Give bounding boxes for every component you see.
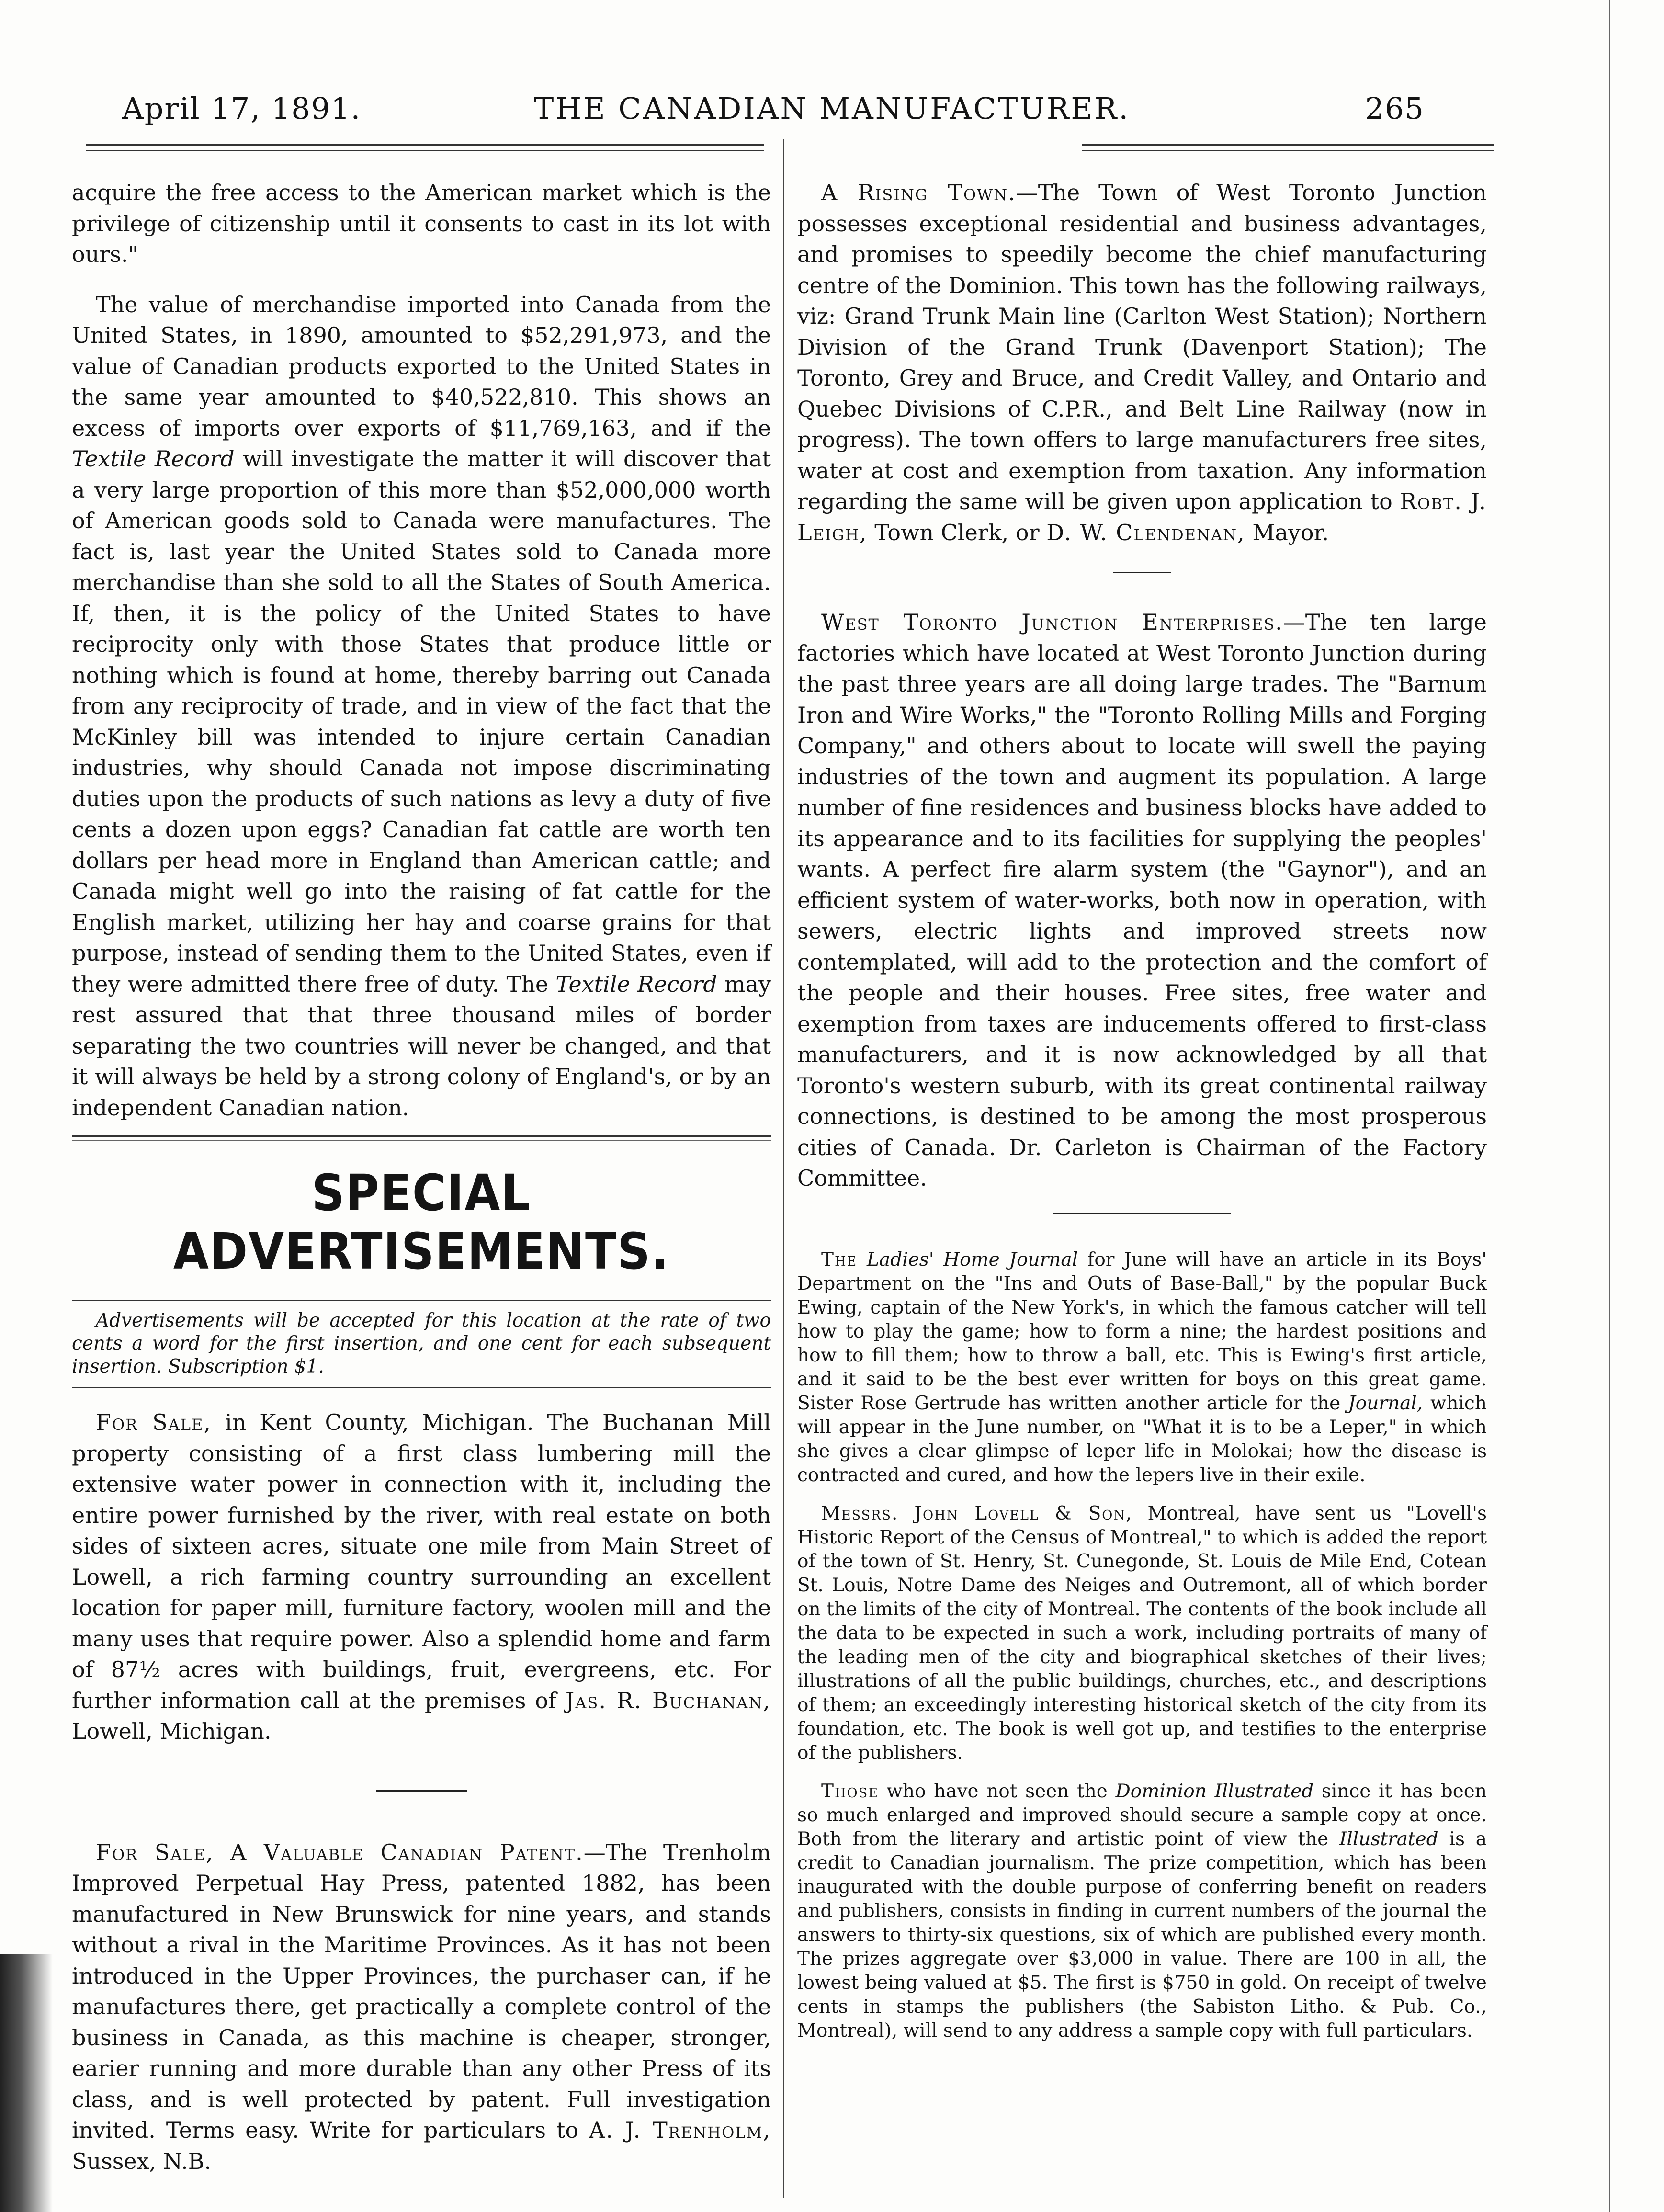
publication-ref: Textile Record: [72, 446, 235, 472]
header-rule-left-thin: [86, 150, 764, 151]
binding-shadow: [0, 1954, 53, 2212]
left-column: [72, 177, 771, 2177]
page-edge: [1609, 0, 1610, 2212]
issue-date: April 17, 1891.: [122, 91, 362, 126]
notice-rule: [72, 1387, 771, 1388]
ladies-journal-note: The Ladies' Home Journal for June will have an article in its Boys' Department on the "Ins and Outs of Base-Ball," by the popular Buck Ewing, captain of the New York's, in which the famous catcher will tell how to play the game; how to form a nine; the hardest positions and how to fill them; how to throw a ball, etc. This is Ewing's first article, and it said to be the best ever written for boys on this great game. Sister Rose Gertrude has written another article for the Journal, which will appear in the June number, on "What it is to be a Leper," in which she gives a clear glimpse of leper life in Molokai; how the disease is contracted and cured, and how the lepers live in their exile.: [797, 1248, 1487, 1486]
lovell-census-note: Messrs. John Lovell & Son, Montreal, have sent us "Lovell's Historic Report of the Census of Montreal," to which is added the report of the town of St. Henry, St. Cunegonde, St. Louis de Mile End, Cotean St. Louis, Notre Dame des Neiges and Outremont, all of which border on the limits of the city of Montreal. The contents of the book include all the data to be expected in such a work, including portraits of many of the leading men of the city and biographical sketches of their lives; illustrations of all the public buildings, churches, etc., and descriptions of them; an exceedingly interesting historical sketch of the city from its foundation, etc. The book is well got up, and testifies to the enterprise of the publishers.: [797, 1502, 1487, 1764]
dominion-illustrated-note: Those who have not seen the Dominion Illustrated since it has been so much enlarged and improved should secure a sample copy at once. Both from the literary and artistic point of view the Illustrated is a credit to Canadian journalism. The prize competition, which has been inaugurated with the double purpose of conferring benefit on readers and publishers, consists in finding in current numbers of the journal the answers to thirty-six questions, six of which are published every month. The prizes aggregate over $3,000 in value. There are 100 in all, the lowest being valued at $5. The first is $750 in gold. On receipt of twelve cents in stamps the publishers (the Sabiston Litho. & Pub. Co., Montreal), will send to any address a sample copy with full particulars.: [797, 1780, 1487, 2042]
header-rule-right-thin: [1082, 150, 1494, 151]
section-heading: SPECIAL ADVERTISEMENTS.: [173, 1164, 670, 1281]
section-rule: [72, 1135, 771, 1141]
heading-rule: [72, 1300, 771, 1301]
rising-town-article: A Rising Town.—The Town of West Toronto Junction possesses exceptional residential and business advantages, and promises to speedily become the chief manufacturing centre of the Dominion. This town has the following railways, viz: Grand Trunk Main line (Carlton West Station); Northern Division of the Grand Trunk (Davenport Station); The Toronto, Grey and Bruce, and Credit Valley, and Ontario and Quebec Divisions of C.P.R., and Belt Line Railway (now in progress). The town offers to large manufacturers free sites, water at cost and exemption from taxation. Any information regarding the same will be given upon application to Robt. J. Leigh, Town Clerk, or D. W. Clendenan, Mayor.: [797, 180, 1487, 545]
publication-title: THE CANADIAN MANUFACTURER.: [533, 91, 1131, 126]
separator: [1053, 1213, 1231, 1214]
header-rule-right: [1082, 144, 1494, 146]
separator: [376, 1790, 467, 1792]
ad-rate-notice: Advertisements will be accepted for this location at the rate of two cents a word for the first insertion, and one cent for each subsequent insertion. Subscription $1.: [72, 1310, 771, 1377]
wtj-enterprises-article: West Toronto Junction Enterprises.—The ten large factories which have located at West Toronto Junction during the past three years are all doing large trades. The "Barnum Iron and Wire Works," the "Toronto Rolling Mills and Forging Company," and others about to locate will swell the paying industries of the town and augment its population. A large number of fine residences and business blocks have added to its appearance and to its facilities for supplying the peoples' wants. A perfect fire alarm system (the "Gaynor"), and an efficient system of water-works, both now in operation, with sewers, electric lights and improved streets now contemplated, will add to the protection and the comfort of the people and their houses. Free sites, free water and exemption from taxes are inducements offered to first-class manufacturers, and it is now acknowledged by all that Toronto's western suburb, with its great continental railway connections, is destined to be among the most prosperous cities of Canada. Dr. Carleton is Chairman of the Factory Committee.: [797, 609, 1487, 1191]
editorial-paragraph: The value of merchandise imported into Canada from the United States, in 1890, amounted to $52,291,973, and the value of Canadian products exported to the United States in the same year amounted to $40,522,810. This shows an excess of imports over exports of $11,769,163, and if the Textile Record will investigate the matter it will discover that a very large proportion of this more than $52,000,000 worth of American goods sold to Canada were manufactures. The fact is, last year the United States sold to Canada more merchandise than she sold to all the States of South America. If, then, it is the policy of the United States to have reciprocity only with those States that produce little or nothing which is found at home, thereby barring out Canada from any reciprocity of trade, and in view of the fact that the McKinley bill was intended to injure certain Canadian industries, why should Canada not impose discriminating duties upon the products of such nations as levy a duty of five cents a dozen upon eggs? Canadian fat cattle are worth ten dollars per head more in England than American cattle; and Canada might well go into the raising of fat cattle for the English market, utilizing her hay and coarse grains for that purpose, instead of sending them to the United States, even if they were admitted there free of duty. The Textile Record may rest assured that that three thousand miles of border separating the two countries will never be changed, and that it will always be held by a strong colony of England's, or by an independent Canadian nation.: [72, 291, 771, 1121]
publication-ref: Textile Record: [555, 971, 717, 997]
separator: [1113, 572, 1171, 573]
header-rule-left: [86, 144, 764, 146]
continued-text: acquire the free access to the American market which is the privilege of citizenship until it consents to cast in its lot with ours.": [72, 180, 771, 267]
page-number: 265: [1365, 91, 1425, 126]
ad-buchanan-mill: For Sale, in Kent County, Michigan. The Buchanan Mill property consisting of a first class lumbering mill the extensive water power in connection with it, including the entire power furnished by the river, with real estate on both sides of sixteen acres, situate one mile from Main Street of Lowell, a rich farming country surrounding an excellent location for paper mill, furniture factory, woolen mill and the many uses that require power. Also a splendid home and farm of 87½ acres with buildings, fruit, evergreens, etc. For further information call at the premises of Jas. R. Buchanan, Lowell, Michigan.: [72, 1409, 771, 1744]
column-divider: [783, 139, 784, 2198]
right-column: [797, 177, 1487, 2043]
ad-hay-press: For Sale, A Valuable Canadian Patent.—The Trenholm Improved Perpetual Hay Press, patented 1882, has been manufactured in New Brunswick for nine years, and stands without a rival in the Maritime Provinces. As it has not been introduced in the Upper Provinces, the purchaser can, if he manufactures there, get practically a complete control of the business in Canada, as this machine is cheaper, stronger, earier running and more durable than any other Press of its class, and is well protected by patent. Full investigation invited. Terms easy. Write for particulars to A. J. Trenholm, Sussex, N.B.: [72, 1839, 771, 2174]
